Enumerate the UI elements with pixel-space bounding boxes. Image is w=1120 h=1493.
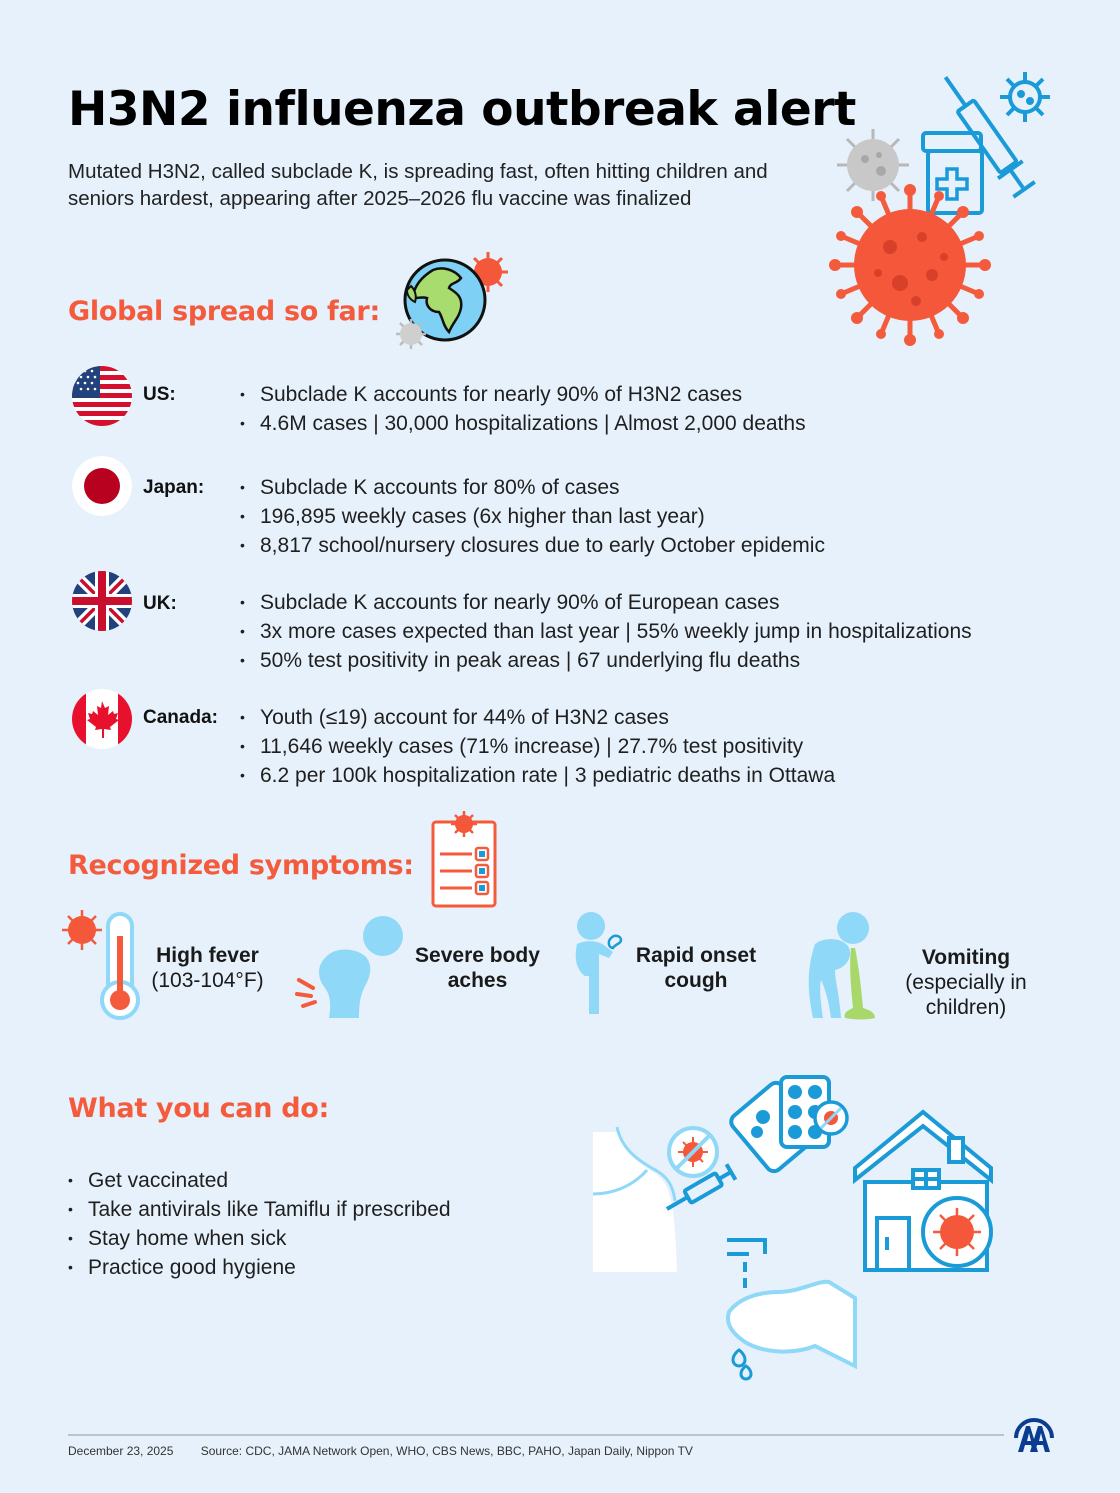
- handwashing-icon: [727, 1240, 855, 1379]
- vaccine-virus-illustration: [825, 65, 1065, 355]
- grey-virus-icon: [837, 129, 909, 201]
- list-item: • Youth (≤19) account for 44% of H3N2 cases: [240, 703, 835, 732]
- canada-flag-icon: [72, 689, 132, 749]
- list-item: • 50% test positivity in peak areas | 67 underlying flu deaths: [240, 646, 972, 675]
- list-item: • Take antivirals like Tamiflu if prescribed: [68, 1195, 451, 1224]
- red-virus-icon: [829, 184, 991, 346]
- country-name: Canada:: [143, 707, 218, 728]
- country-canada: [72, 689, 1112, 787]
- blue-virus-icon: [1000, 72, 1050, 122]
- page-title: H3N2 influenza outbreak alert: [68, 82, 856, 137]
- list-item: • Get vaccinated: [68, 1166, 451, 1195]
- list-item: • Subclade K accounts for nearly 90% of European cases: [240, 588, 972, 617]
- list-item: • 6.2 per 100k hospitalization rate | 3 pediatric deaths in Ottawa: [240, 761, 835, 790]
- country-bullets: [240, 588, 972, 675]
- global-spread-heading: Global spread so far:: [68, 296, 380, 327]
- actions-list: [68, 1166, 451, 1282]
- uk-flag-icon: [72, 571, 132, 631]
- list-item: • 11,646 weekly cases (71% increase) | 27.7% test positivity: [240, 732, 835, 761]
- list-item: • Subclade K accounts for 80% of cases: [240, 473, 825, 502]
- prevention-illustration: [585, 1072, 1005, 1392]
- country-name: US:: [143, 384, 176, 405]
- actions-heading: What you can do:: [68, 1093, 330, 1124]
- country-bullets: [240, 703, 835, 790]
- source-text: Source: CDC, JAMA Network Open, WHO, CBS News, BBC, PAHO, Japan Daily, Nippon TV: [200, 1444, 693, 1458]
- medicine-bottle-icon: [923, 133, 982, 213]
- country-uk: [72, 571, 1112, 672]
- country-us: [72, 366, 1112, 435]
- list-item: • Stay home when sick: [68, 1224, 451, 1253]
- page-subtitle: Mutated H3N2, called subclade K, is spreading fast, often hitting children and seniors hardest, appearing after 2025–2026 flu vaccine was finalized: [68, 160, 768, 210]
- thermometer-icon: [60, 908, 145, 1023]
- country-name: Japan:: [143, 477, 205, 498]
- us-flag-icon: [72, 366, 132, 426]
- symptom-cough: Rapid onset cough: [635, 944, 757, 992]
- list-item: • 8,817 school/nursery closures due to early October epidemic: [240, 531, 825, 560]
- country-bullets: [240, 380, 806, 438]
- aa-logo-icon: [1012, 1412, 1056, 1454]
- symptom-body-aches: Severe body aches: [415, 944, 540, 992]
- country-japan: [72, 456, 1112, 557]
- publish-date: December 23, 2025: [68, 1444, 174, 1458]
- list-item: • Practice good hygiene: [68, 1253, 451, 1282]
- japan-flag-icon: [72, 456, 132, 516]
- globe-virus-icon: [393, 250, 513, 350]
- body-ache-icon: [295, 910, 410, 1020]
- list-item: • 196,895 weekly cases (6x higher than last year): [240, 502, 825, 531]
- symptoms-heading: Recognized symptoms:: [68, 850, 414, 881]
- country-bullets: [240, 473, 825, 560]
- country-name: UK:: [143, 593, 177, 614]
- list-item: • 4.6M cases | 30,000 hospitalizations | Almost 2,000 deaths: [240, 409, 806, 438]
- cough-icon: [563, 908, 628, 1023]
- vaccination-icon: [593, 1127, 735, 1272]
- virus-icon: [933, 1208, 981, 1256]
- footer: [68, 1444, 693, 1458]
- symptom-high-fever: High fever (103-104°F): [151, 944, 264, 992]
- checklist-icon: [428, 810, 500, 910]
- footer-divider: [68, 1434, 1004, 1436]
- vomiting-icon: [795, 910, 895, 1025]
- list-item: • Subclade K accounts for nearly 90% of H3N2 cases: [240, 380, 806, 409]
- symptom-vomiting: Vomiting (especially in children): [905, 946, 1027, 1019]
- pills-icon: [728, 1077, 847, 1174]
- list-item: • 3x more cases expected than last year | 55% weekly jump in hospitalizations: [240, 617, 972, 646]
